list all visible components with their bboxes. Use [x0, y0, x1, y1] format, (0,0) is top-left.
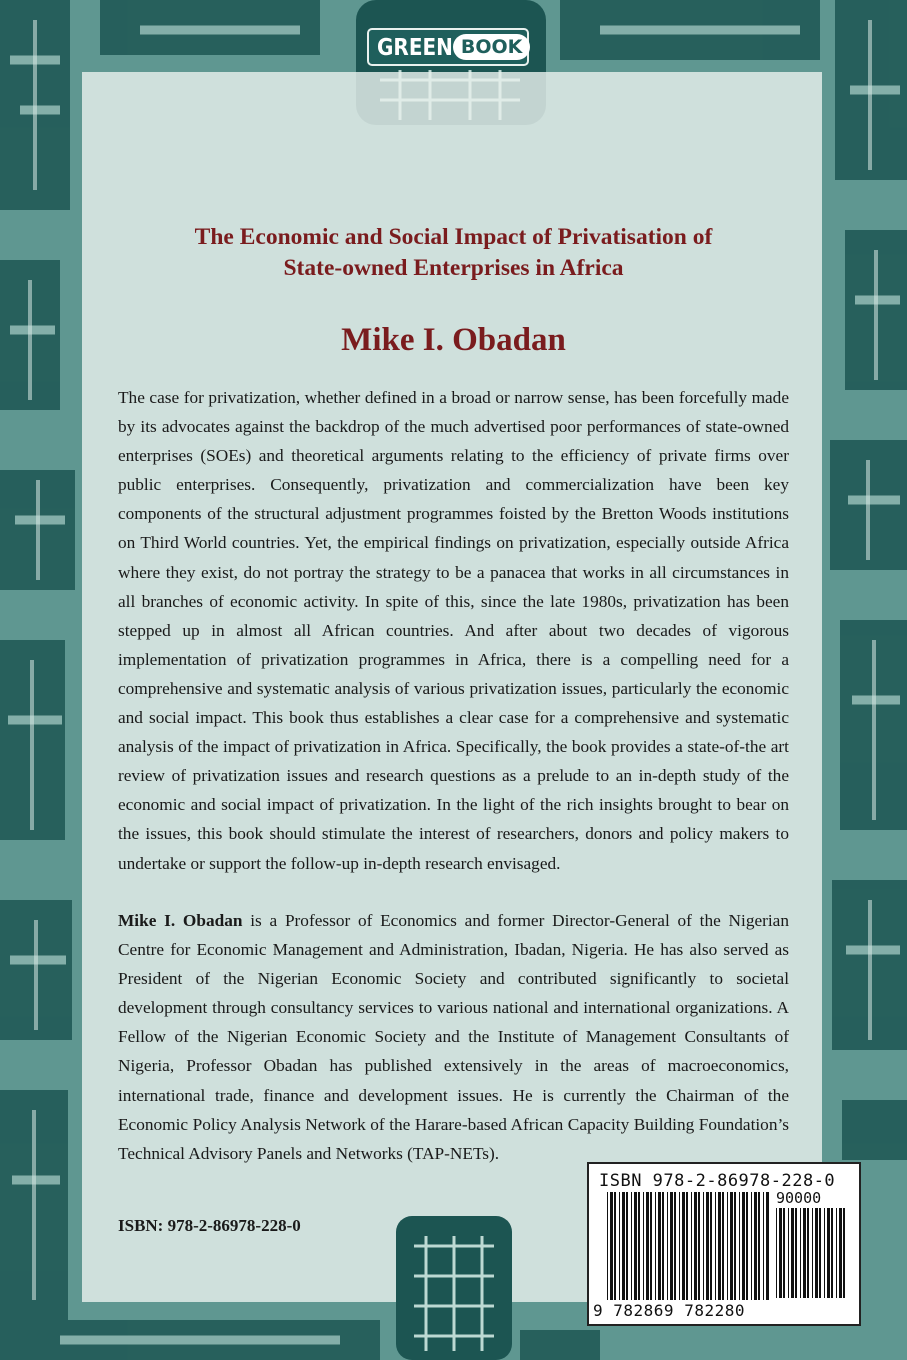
barcode-bar	[670, 1192, 673, 1300]
barcode-bar	[746, 1192, 748, 1300]
barcode-bar	[812, 1208, 813, 1298]
barcode-bar	[634, 1192, 637, 1300]
barcode-bar	[710, 1192, 712, 1300]
barcode-bar	[610, 1192, 613, 1300]
barcode-bar	[776, 1208, 777, 1298]
barcode-bar	[754, 1192, 757, 1300]
barcode-bar	[674, 1192, 676, 1300]
barcode-bar	[836, 1208, 837, 1298]
barcode-bar	[631, 1192, 632, 1300]
barcode-bar	[795, 1208, 797, 1298]
barcode-bar	[827, 1208, 830, 1298]
barcode-bar	[791, 1208, 794, 1298]
barcode-bar	[662, 1192, 664, 1300]
barcode-bar	[727, 1192, 728, 1300]
barcode-addon-bars	[776, 1208, 850, 1298]
logo-book-text: BOOK	[453, 34, 531, 60]
barcode-bar	[638, 1192, 640, 1300]
barcode-bar	[646, 1192, 649, 1300]
barcode-bar	[622, 1192, 625, 1300]
barcode-bar	[843, 1208, 845, 1298]
barcode-isbn-line: ISBN 978-2-86978-228-0	[599, 1171, 836, 1191]
barcode-bar	[614, 1192, 616, 1300]
title-line-1: The Economic and Social Impact of Privatisation of	[194, 224, 713, 250]
barcode-addon-code: 90000	[776, 1189, 822, 1207]
barcode-bar	[783, 1208, 785, 1298]
book-title	[120, 222, 787, 284]
barcode-bar	[619, 1192, 620, 1300]
barcode-bar	[703, 1192, 704, 1300]
barcode-bar	[722, 1192, 724, 1300]
barcode-bar	[607, 1192, 608, 1300]
barcode-bar	[698, 1192, 700, 1300]
title-line-2: State-owned Enterprises in Africa	[283, 255, 624, 281]
isbn-footer: ISBN: 978-2-86978-228-0	[118, 1216, 301, 1235]
barcode-bar	[831, 1208, 833, 1298]
barcode-bar	[658, 1192, 661, 1300]
barcode-bar	[686, 1192, 688, 1300]
bio-author-name: Mike I. Obadan	[118, 911, 243, 930]
logo-green-text: GREEN	[377, 33, 453, 61]
barcode-bar	[763, 1192, 764, 1300]
author-name: Mike I. Obadan	[341, 322, 566, 358]
barcode-bar	[751, 1192, 752, 1300]
barcode	[587, 1162, 861, 1326]
barcode-bar	[655, 1192, 656, 1300]
barcode-bar	[667, 1192, 668, 1300]
barcode-bar	[694, 1192, 697, 1300]
barcode-bar	[839, 1208, 842, 1298]
barcode-bar	[807, 1208, 809, 1298]
barcode-bar	[626, 1192, 628, 1300]
barcode-bar	[824, 1208, 825, 1298]
bio-text: is a Professor of Economics and former Director-General of the Nigerian Centre for Economic Management and Administration, Ibadan, Nigeria. He has also served as President of the Nigerian Economic Society and contributed significantly to societal development through consultancy services to various national and international organizations. A Fellow of the Nigerian Economic Society and the Institute of Management Consultants of Nigeria, Professor Obadan has published extensively in the areas of macroeconomics, international trade, finance and development issues. He is currently the Chairman of the Economic Policy Analysis Network of the Harare-based African Capacity Building Foundation’s Technical Advisory Panels and Networks (TAP-NETs).	[118, 911, 789, 1163]
barcode-bar	[819, 1208, 821, 1298]
barcode-digits: 9 782869 782280	[593, 1301, 745, 1320]
publisher-logo	[367, 28, 529, 66]
barcode-bar	[706, 1192, 709, 1300]
barcode-bar	[643, 1192, 644, 1300]
barcode-bar	[766, 1192, 769, 1300]
barcode-bar	[788, 1208, 789, 1298]
barcode-bars	[607, 1192, 771, 1300]
barcode-bar	[715, 1192, 716, 1300]
barcode-bar	[739, 1192, 740, 1300]
barcode-bar	[682, 1192, 685, 1300]
barcode-bar	[679, 1192, 680, 1300]
barcode-bar	[800, 1208, 801, 1298]
barcode-bar	[815, 1208, 818, 1298]
author-bio	[118, 906, 789, 1168]
barcode-bar	[742, 1192, 745, 1300]
barcode-bar	[734, 1192, 736, 1300]
barcode-bar	[730, 1192, 733, 1300]
barcode-bar	[803, 1208, 806, 1298]
barcode-bar	[779, 1208, 782, 1298]
decorative-stamp	[396, 1216, 512, 1360]
barcode-bar	[758, 1192, 760, 1300]
barcode-bar	[718, 1192, 721, 1300]
barcode-bar	[691, 1192, 692, 1300]
barcode-bar	[650, 1192, 652, 1300]
book-blurb: The case for privatization, whether defined in a broad or narrow sense, has been forcefully made by its advocates against the backdrop of the much advertised poor performances of state-owned enterprises (SOEs) and theoretical arguments relating to the efficiency of private firms over public enterprises. Consequently, privatization and commercialization have been key components of the structural adjustment programmes foisted by the Bretton Woods institutions on Third World countries. Yet, the empirical findings on privatization, especially outside Africa where they exist, do not portray the strategy to be a panacea that works in all circumstances in all branches of economic activity. In spite of this, since the late 1980s, privatization has been stepped up in almost all African countries. And after about two decades of vigorous implementation of privatization programmes in Africa, there is a compelling need for a comprehensive and systematic analysis of various privatization issues, particularly the economic and social impact. This book thus establishes a clear case for a comprehensive and systematic analysis of the impact of privatization in Africa. Specifically, the book provides a state-of-the art review of privatization issues and research questions as a prelude to an in-depth study of the economic and social impact of privatization. In the light of the rich insights brought to bear on the issues, this book should stimulate the interest of researchers, donors and policy makers to undertake or support the follow-up in-depth research envisaged.	[118, 388, 789, 873]
